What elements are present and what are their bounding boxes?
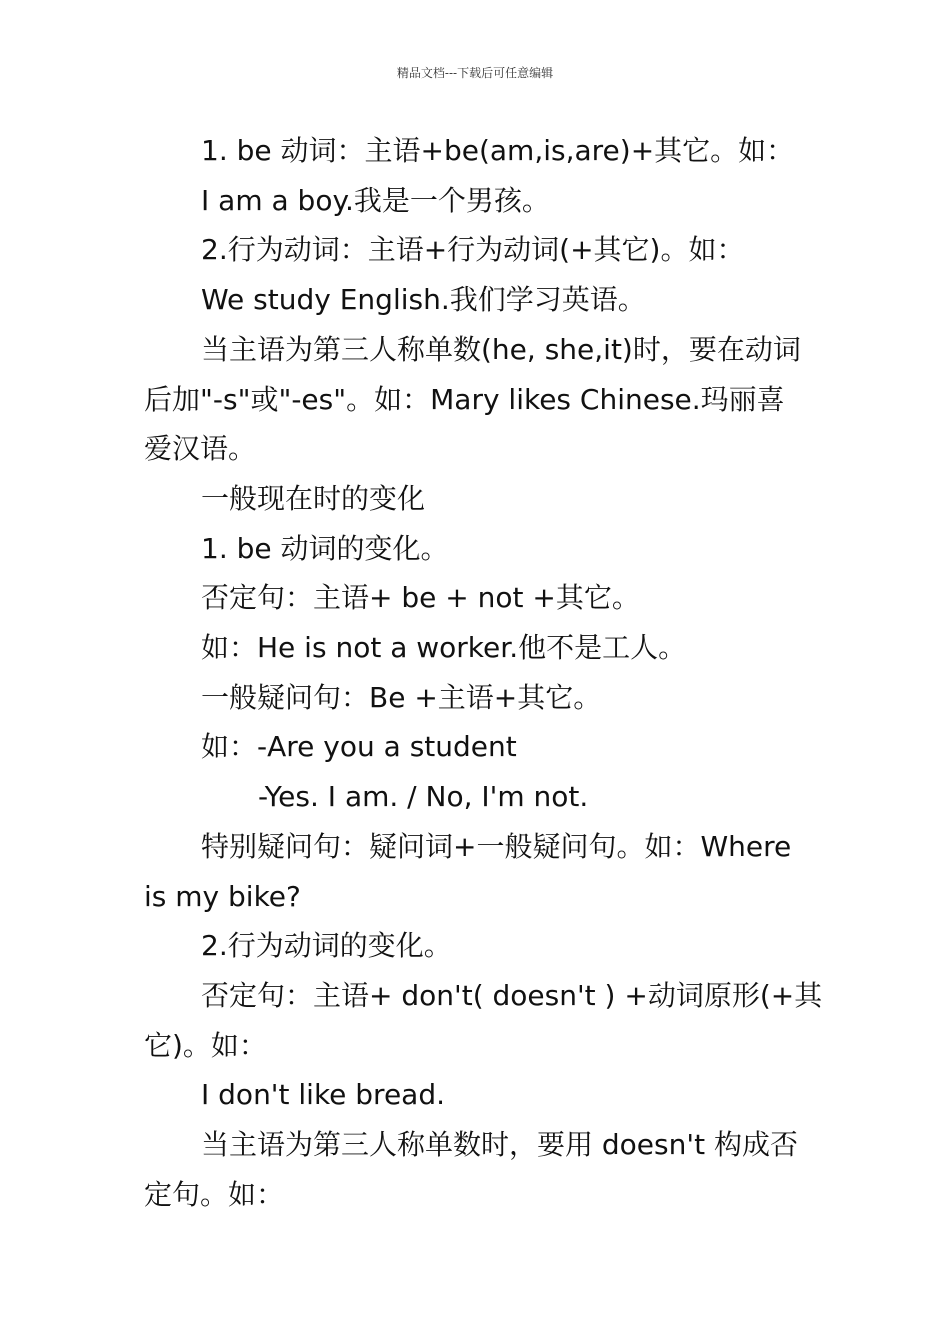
text-line: 2.行为动词的变化。 xyxy=(201,929,452,963)
text-line: 它)。如： xyxy=(144,1028,267,1062)
text-line: I am a boy.我是一个男孩。 xyxy=(201,183,550,217)
text-line: 后加"-s"或"-es"。如：Mary likes Chinese.玛丽喜 xyxy=(144,382,785,416)
text-line: 如：-Are you a student xyxy=(201,730,517,764)
text-line: 1. be 动词的变化。 xyxy=(201,531,449,565)
text-line: 当主语为第三人称单数时，要用 doesn't 构成否 xyxy=(201,1128,798,1162)
document-body xyxy=(144,126,823,1219)
text-line: We study English.我们学习英语。 xyxy=(201,283,646,317)
text-line: 特别疑问句：疑问词+一般疑问句。如：Where xyxy=(201,829,792,863)
text-line: 如：He is not a worker.他不是工人。 xyxy=(201,631,687,665)
text-line: 1. be 动词：主语+be(am,is,are)+其它。如： xyxy=(201,134,795,167)
text-line: is my bike? xyxy=(144,879,301,913)
text-line: 否定句：主语+ be + not +其它。 xyxy=(201,581,640,615)
text-line: I don't like bread. xyxy=(201,1078,446,1112)
text-line: 定句。如： xyxy=(144,1177,285,1211)
text-line: 爱汉语。 xyxy=(144,432,257,466)
text-line: 当主语为第三人称单数(he, she,it)时，要在动词 xyxy=(201,332,801,366)
section-heading: 一般现在时的变化 xyxy=(201,481,426,515)
text-line: 否定句：主语+ don't( doesn't ) +动词原形(+其 xyxy=(201,978,823,1012)
text-line: -Yes. I am. / No, I'm not. xyxy=(258,780,589,814)
text-line: 2.行为动词：主语+行为动词(+其它)。如： xyxy=(201,233,745,267)
page-header: 精品文档---下载后可任意编辑 xyxy=(396,66,554,80)
text-line: 一般疑问句：Be +主语+其它。 xyxy=(201,680,602,714)
